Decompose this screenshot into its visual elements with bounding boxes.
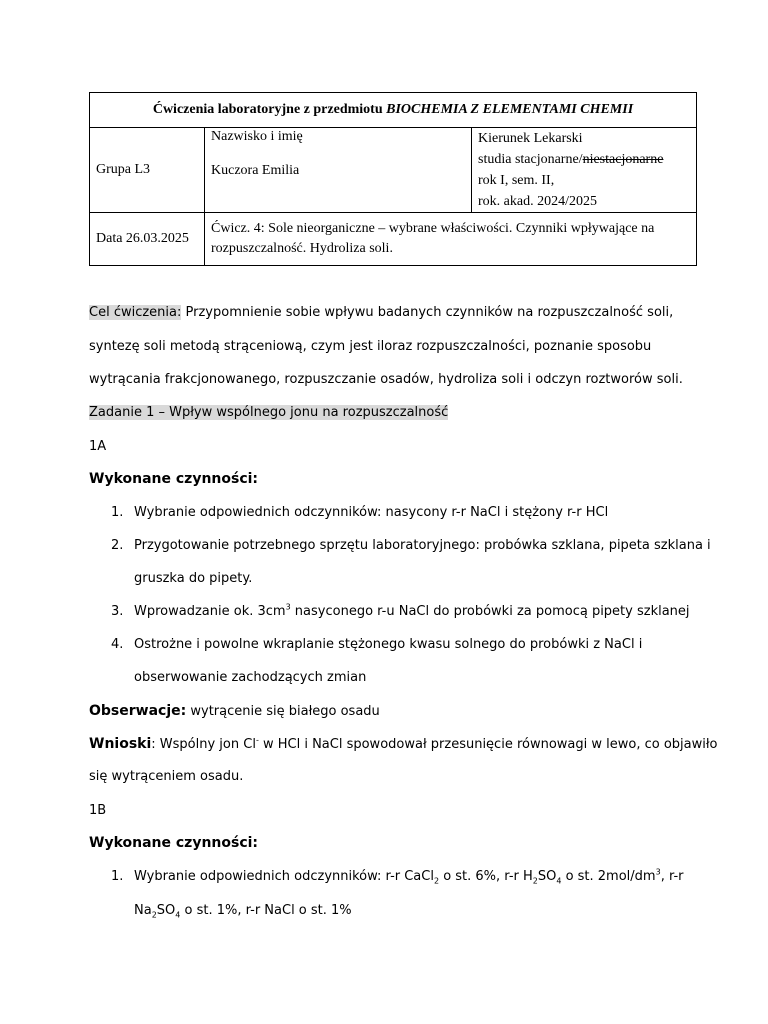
name-cell (205, 128, 472, 213)
student-name: Kuczora Emilia (211, 163, 300, 178)
direction-cell (472, 128, 697, 213)
reagent-text: o st. 2mol/dm (561, 869, 656, 884)
group-label: Grupa L3 (96, 162, 151, 177)
reagent-text: Na (134, 903, 152, 918)
list-number: 4. (111, 637, 124, 652)
list-item-text-cont (134, 902, 352, 920)
list-number: 3. (111, 604, 124, 619)
goal-text-line1: Przypomnienie sobie wpływu badanych czynników na rozpuszczalność soli, (181, 305, 674, 320)
observations-label: Obserwacje: (89, 703, 187, 719)
step3-text-pre: Wprowadzanie ok. 3cm (134, 604, 286, 619)
subscript: 2 (532, 876, 538, 886)
reagent-text: Wybranie odpowiednich odczynników: r-r CaCl (134, 869, 434, 884)
step3-text-post: nasyconego r-u NaCl do probówki za pomocą pipety szklanej (290, 604, 690, 619)
course-subject: BIOCHEMIA Z ELEMENTAMI CHEMII (386, 102, 634, 117)
subsection-1b: 1B (89, 803, 107, 818)
reagent-text: o st. 6%, r-r H (439, 869, 533, 884)
course-title (90, 93, 697, 128)
reagent-text: , r-r (660, 869, 684, 884)
observations-text: wytrącenie się białego osadu (186, 704, 380, 719)
list-item-text: Ostrożne i powolne wkraplanie stężonego kwasu solnego do probówki z NaCl i (134, 637, 643, 652)
conclusions-line2: się wytrąceniem osadu. (89, 769, 244, 784)
academic-year: rok. akad. 2024/2025 (478, 194, 597, 209)
year-semester: rok I, sem. II, (478, 173, 555, 188)
observations-line (89, 702, 380, 721)
list-number: 2. (111, 538, 124, 553)
list-item-text: Wybranie odpowiednich odczynników: nasycony r-r NaCl i stężony r-r HCl (134, 505, 609, 520)
date-label: Data 26.03.2025 (96, 231, 189, 246)
list-item-text (134, 868, 684, 886)
subscript: 4 (175, 910, 181, 920)
header-table (89, 92, 697, 266)
superscript: 3 (655, 867, 661, 877)
conclusions-text-post: w HCl i NaCl spowodował przesunięcie równowagi w lewo, co objawiło (258, 737, 718, 752)
study-mode-part-time: niestacjonarne (582, 152, 664, 167)
conclusions-label: Wnioski (89, 736, 152, 752)
list-item-text: Przygotowanie potrzebnego sprzętu laboratoryjnego: probówka szklana, pipeta szklana i (134, 538, 711, 553)
list-item-text-cont: obserwowanie zachodzących zmian (134, 670, 367, 685)
direction-label: Kierunek Lekarski (478, 131, 583, 146)
course-title-prefix: Ćwiczenia laboratoryjne z przedmiotu (152, 102, 387, 117)
actions-heading-1a: Wykonane czynności: (89, 471, 259, 487)
goal-text-line3: wytrącania frakcjonowanego, rozpuszczanie osadów, hydroliza soli i odczyn roztworów soli. (89, 372, 683, 387)
subsection-1a: 1A (89, 439, 107, 454)
conclusions-text-pre: : Wspólny jon Cl (151, 737, 256, 752)
exercise-title-line1: Ćwicz. 4: Sole nieorganiczne – wybrane właściwości. Czynniki wpływające na (211, 221, 655, 236)
list-number: 1. (111, 869, 124, 884)
step3-superscript: 3 (285, 602, 291, 612)
exercise-cell (205, 213, 697, 266)
task1-title: Zadanie 1 – Wpływ wspólnego jonu na rozpuszczalność (89, 405, 449, 420)
subscript: 2 (433, 876, 440, 886)
goal-paragraph-line1 (89, 304, 673, 322)
date-cell (90, 213, 205, 266)
goal-label: Cel ćwiczenia: (89, 305, 182, 320)
chloride-charge: - (255, 735, 259, 745)
study-mode-full-time: studia stacjonarne/ (478, 152, 583, 167)
study-mode (478, 149, 690, 170)
task1-heading (89, 404, 448, 422)
list-item-text (134, 603, 690, 621)
name-label: Nazwisko i imię (211, 129, 303, 144)
subscript: 4 (556, 876, 562, 886)
reagent-text: SO (156, 903, 176, 918)
actions-heading-1b: Wykonane czynności: (89, 835, 259, 851)
exercise-title-line2: rozpuszczalność. Hydroliza soli. (211, 241, 393, 256)
group-cell (90, 128, 205, 213)
subscript: 2 (151, 910, 157, 920)
conclusions-line1 (89, 735, 718, 754)
list-item-text-cont: gruszka do pipety. (134, 571, 253, 586)
reagent-text: SO (537, 869, 557, 884)
list-number: 1. (111, 505, 124, 520)
goal-text-line2: syntezę soli metodą strąceniową, czym jest iloraz rozpuszczalności, poznanie sposobu (89, 339, 652, 354)
reagent-text: o st. 1%, r-r NaCl o st. 1% (180, 903, 352, 918)
